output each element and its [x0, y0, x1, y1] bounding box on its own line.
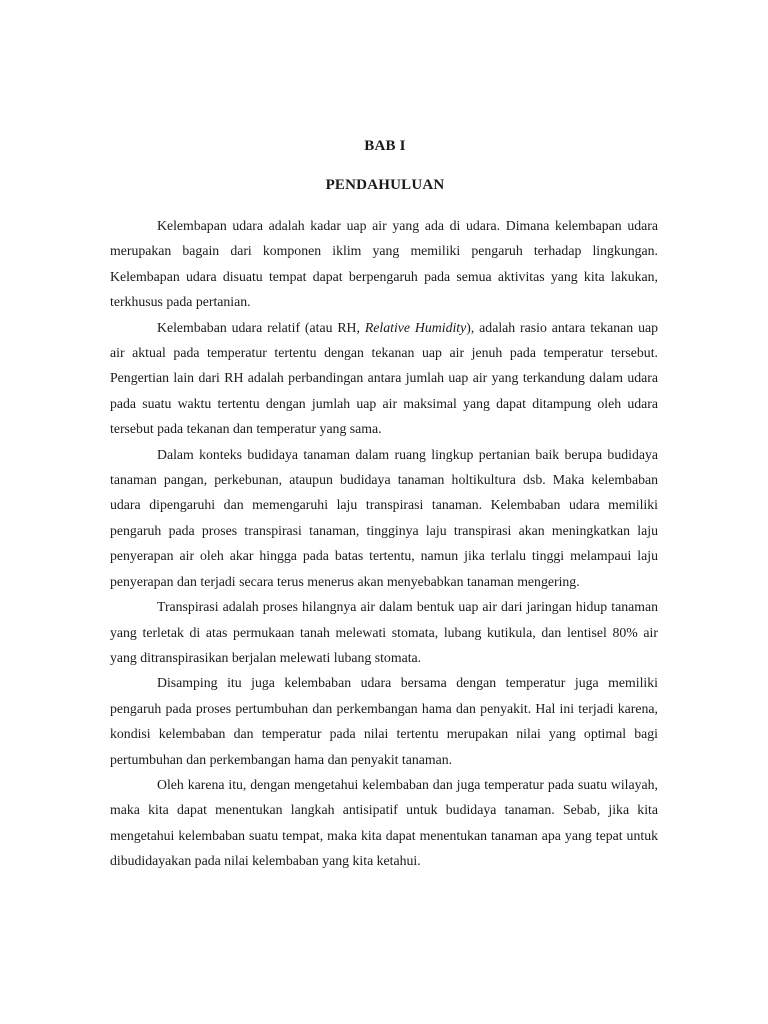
paragraph-5: Disamping itu juga kelembaban udara bersama dengan temperatur juga memiliki pengaruh pada proses pertumbuhan dan perkembangan hama dan penyakit. Hal ini terjadi karena, kondisi kelembaban dan temperatur pada nilai tertentu merupakan nilai yang optimal bagi pertumbuhan dan perkembangan hama dan penyakit tanaman. [110, 675, 658, 767]
paragraph-4: Transpirasi adalah proses hilangnya air dalam bentuk uap air dari jaringan hidup tanaman yang terletak di atas permukaan tanah melewati stomata, lubang kutikula, dan lentisel 80% air yang ditranspirasikan berjalan melewati lubang stomata. [110, 599, 658, 665]
paragraph-2-lead: Kelembaban udara relatif (atau RH, [157, 319, 365, 335]
paragraph-2-italic-term: Relative Humidity [364, 319, 467, 335]
paragraph-6: Oleh karena itu, dengan mengetahui kelembaban dan juga temperatur pada suatu wilayah, maka kita dapat menentukan langkah antisipatif untuk budidaya tanaman. Sebab, jika kita mengetahui kelembaban suatu tempat, maka kita dapat menentukan tanaman apa yang tepat untuk dibudidayakan pada nilai kelembaban yang kita ketahui. [110, 776, 658, 869]
paragraph-2 [110, 315, 658, 442]
body-text [110, 213, 658, 874]
paragraph-3: Dalam konteks budidaya tanaman dalam ruang lingkup pertanian baik berupa budidaya tanaman pangan, perkebunan, ataupun budidaya tanaman holtikultura dsb. Maka kelembaban udara dipengaruhi dan memengaruhi laju transpirasi tanaman. Kelembaban udara memiliki pengaruh pada proses transpirasi tanaman, tingginya laju transpirasi akan meningkatkan laju penyerapan air oleh akar hingga pada batas tertentu, namun jika terlalu tinggi melampaui laju penyerapan dan terjadi secara terus menerus akan menyebabkan tanaman mengering. [110, 446, 658, 589]
chapter-title: PENDAHULUAN [325, 177, 445, 193]
paragraph-1: Kelembapan udara adalah kadar uap air yang ada di udara. Dimana kelembapan udara merupakan bagain dari komponen iklim yang memiliki pengaruh terhadap lingkungan. Kelembapan udara disuatu tempat dapat berpengaruh pada semua aktivitas yang kita lakukan, terkhusus pada pertanian. [110, 218, 658, 310]
paragraph-2-rest: ), adalah rasio antara tekanan uap air aktual pada temperatur tertentu dengan tekanan uap air jenuh pada temperatur tersebut. Pengertian lain dari RH adalah perbandingan antara jumlah uap air yang terkandung dalam udara pada suatu waktu tertentu dengan jumlah uap air maksimal yang dapat ditampung oleh udara tersebut pada tekanan dan temperatur yang sama. [110, 319, 658, 437]
chapter-heading: BAB I [364, 138, 406, 154]
